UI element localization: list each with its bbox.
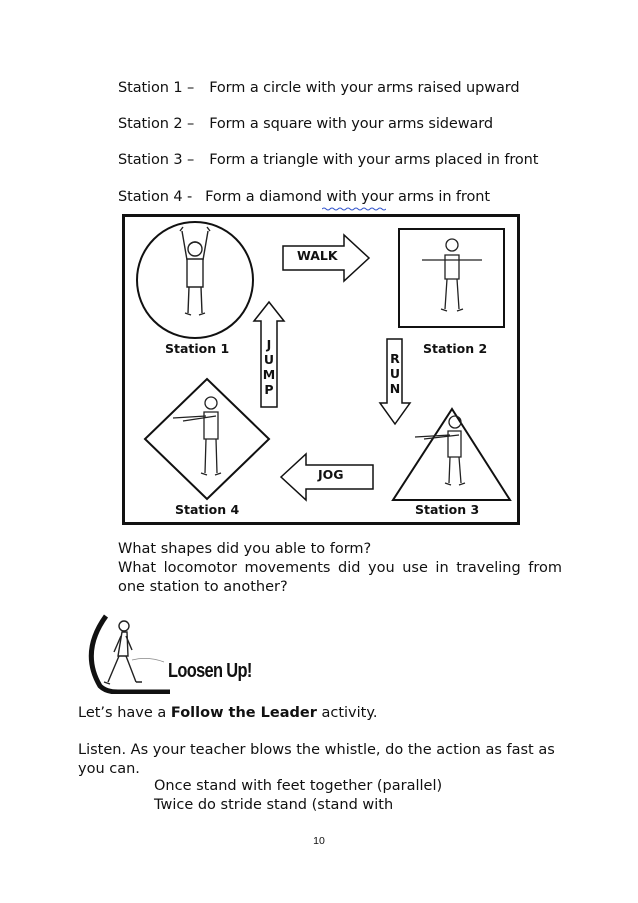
station-4-text: Form a diamond with your arms in front <box>205 189 490 205</box>
station-4-caption: Station 4 <box>175 502 240 517</box>
station-1-caption: Station 1 <box>165 341 230 356</box>
station-1-line <box>118 80 519 96</box>
figure-diamond-icon <box>173 397 221 475</box>
stations-diagram <box>122 214 520 525</box>
jump-letter-4: P <box>264 382 274 397</box>
circle-shape <box>137 222 253 338</box>
station-2-text: Form a square with your arms sideward <box>209 116 493 132</box>
jump-letter-2: U <box>263 352 275 367</box>
station-3-text: Form a triangle with your arms placed in front <box>209 152 539 168</box>
jog-label: JOG <box>318 467 344 482</box>
station-2-caption: Station 2 <box>423 341 488 356</box>
page-number: 10 <box>313 835 325 847</box>
walking-figure-icon <box>104 621 142 684</box>
station-1-label: Station 1 – <box>118 80 195 96</box>
station-3-label: Station 3 – <box>118 152 195 168</box>
spellcheck-squiggle <box>322 207 386 211</box>
station-1-text: Form a circle with your arms raised upward <box>209 80 520 96</box>
instruction-paragraph: Listen. As your teacher blows the whistle, do the action as fast as you can. <box>78 742 555 777</box>
run-letter-2: U <box>389 366 401 381</box>
figure-arms-sideward-icon <box>422 239 482 311</box>
station-4-line <box>118 189 490 205</box>
figure-arms-up-icon <box>180 227 210 315</box>
run-letter-1: R <box>390 351 400 366</box>
station-2-label: Station 2 – <box>118 116 195 132</box>
activity-suffix: activity. <box>316 705 378 721</box>
jump-letter-1: J <box>266 337 272 352</box>
run-letter-3: N <box>389 381 401 396</box>
step-once: Once stand with feet together (parallel) <box>154 778 443 794</box>
question-1: What shapes did you able to form? <box>118 541 372 557</box>
activity-intro <box>78 704 562 723</box>
activity-prefix: Let’s have a <box>78 705 171 721</box>
jump-label <box>261 337 277 397</box>
jump-letter-3: M <box>262 367 276 382</box>
station-3-caption: Station 3 <box>415 502 480 517</box>
question-2: What locomotor movements did you use in traveling from one station to another? <box>118 560 562 595</box>
walk-label: WALK <box>297 248 338 263</box>
step-twice: Twice do stride stand (stand with <box>154 797 394 813</box>
station-3-line <box>118 152 538 168</box>
square-shape <box>399 229 504 327</box>
loosen-up-heading: Loosen Up! <box>168 660 252 682</box>
station-2-line <box>118 116 493 132</box>
run-label <box>387 351 403 396</box>
triangle-shape <box>393 409 510 500</box>
activity-name: Follow the Leader <box>170 705 317 721</box>
station-4-label: Station 4 - <box>118 189 193 205</box>
